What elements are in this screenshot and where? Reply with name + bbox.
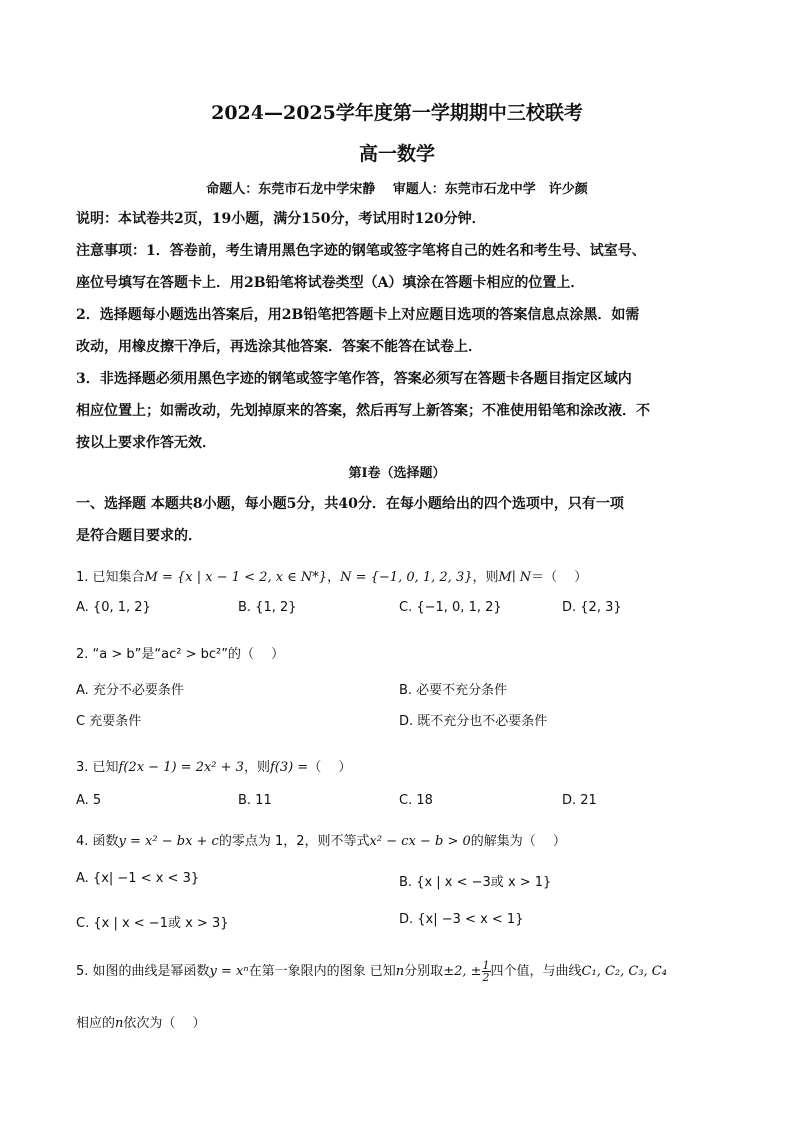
q1-set-n: N = {−1, 0, 1, 2, 3}	[340, 570, 473, 585]
q5-frac-den: 2	[482, 971, 490, 984]
instruction-line: 按以上要求作答无效．	[76, 435, 216, 451]
question-1-stem	[76, 566, 587, 585]
q5-mid2: 分别取	[404, 964, 444, 979]
q5-mid: 在第一象限内的图象 已知	[248, 964, 396, 979]
q4-pre: 4. 函数	[76, 834, 119, 849]
q3-pre: 3. 已知	[76, 760, 119, 775]
q1-option-b[interactable]: B. {1, 2}	[238, 600, 297, 615]
q5-curves: C₁, C₂, C₃, C₄	[581, 964, 667, 979]
q4-option-d[interactable]: D. {x| −3 < x < 1}	[399, 912, 524, 927]
q1-set-m: M = {x | x − 1 < 2, x ∈ N*}	[144, 570, 328, 585]
question-5-stem-line-2	[76, 1012, 206, 1031]
q5-pre: 5. 如图的曲线是幂函数	[76, 964, 210, 979]
q3-expr2: f(3) =	[269, 760, 309, 775]
q4-option-c[interactable]: C. {x | x < −1或 x > 3}	[76, 916, 229, 931]
question-5-stem	[76, 960, 667, 983]
instruction-line: 相应位置上；如需改动，先划掉原来的答案，然后再写上新答案；不准使用铅笔和涂改液．不	[76, 403, 650, 419]
q5-fraction	[482, 960, 491, 983]
q3-tail: （ ）	[308, 760, 352, 775]
q1-tail: ＝（ ）	[531, 570, 588, 585]
q3-option-b[interactable]: B. 11	[238, 793, 272, 808]
q5-line2-tail: 依次为（ ）	[123, 1016, 206, 1031]
q4-tail: 的解集为（ ）	[470, 834, 566, 849]
q1-sep: ，	[327, 570, 341, 585]
q1-option-d[interactable]: D. {2, 3}	[562, 600, 622, 615]
question-3-stem	[76, 756, 351, 775]
q2-option-a[interactable]: A. 充分不必要条件	[76, 683, 184, 698]
instruction-line: 注意事项：1．答卷前，考生请用黑色字迹的钢笔或签字笔将自己的姓名和考生号、试室号、	[76, 243, 646, 259]
instruction-line: 改动，用橡皮擦干净后，再选涂其他答案．答案不能答在试卷上．	[76, 339, 482, 355]
exam-subject: 高一数学	[358, 143, 435, 165]
question-2-stem: 2. “a > b”是“ac² > bc²”的（ ）	[76, 647, 285, 662]
q5-line2-n: n	[115, 1016, 124, 1031]
q4-option-a[interactable]: A. {x| −1 < x < 3}	[76, 871, 200, 886]
q3-option-c[interactable]: C. 18	[399, 793, 433, 808]
q3-post: ，则	[243, 760, 270, 775]
q4-mid: 的零点为 1，2，则不等式	[218, 834, 370, 849]
q5-expr: y = xⁿ	[209, 964, 249, 979]
instruction-line: 座位号填写在答题卡上．用2B铅笔将试卷类型（A）填涂在答题卡相应的位置上．	[76, 275, 585, 291]
section-intro: 是符合题目要求的．	[76, 528, 202, 544]
q3-expr: f(2x − 1) = 2x² + 3	[118, 760, 244, 775]
instruction-line: 说明：本试卷共2页，19小题，满分150分，考试用时120分钟．	[76, 211, 486, 227]
q5-line2-pre: 相应的	[76, 1016, 116, 1031]
q3-option-d[interactable]: D. 21	[562, 793, 597, 808]
q1-option-c[interactable]: C. {−1, 0, 1, 2}	[399, 600, 502, 615]
instruction-line: 3．非选择题必须用黑色字迹的钢笔或签字笔作答，答案必须写在答题卡各题目指定区域内	[76, 371, 632, 387]
q3-option-a[interactable]: A. 5	[76, 793, 102, 808]
q5-mid3: 四个值，与曲线	[490, 964, 582, 979]
q2-option-d[interactable]: D. 既不充分也不必要条件	[399, 714, 548, 729]
q1-option-a[interactable]: A. {0, 1, 2}	[76, 600, 151, 615]
q5-frac-num: 1	[482, 959, 490, 972]
q4-expr2: x² − cx − b > 0	[369, 834, 471, 849]
exam-title: 2024—2025学年度第一学期期中三校联考	[211, 102, 583, 124]
question-4-stem	[76, 830, 566, 849]
q1-post: ，则	[472, 570, 499, 585]
q1-expr: M∣ N	[498, 570, 532, 585]
q4-option-b[interactable]: B. {x | x < −3或 x > 1}	[399, 875, 552, 890]
q2-option-b[interactable]: B. 必要不充分条件	[399, 683, 508, 698]
q5-vals: ±2, ±	[443, 964, 482, 979]
exam-authors: 命题人：东莞市石龙中学宋静 审题人：东莞市石龙中学 许少颜	[206, 182, 588, 197]
section-title: 第Ⅰ卷（选择题）	[348, 466, 446, 481]
instruction-line: 2．选择题每小题选出答案后，用2B铅笔把答题卡上对应题目选项的答案信息点涂黑．如需	[76, 307, 640, 323]
section-intro: 一、选择题 本题共8小题，每小题5分，共40分．在每小题给出的四个选项中，只有一项	[76, 496, 624, 512]
q4-expr: y = x² − bx + c	[118, 834, 219, 849]
q5-n: n	[395, 964, 405, 979]
q2-option-c[interactable]: C 充要条件	[76, 714, 142, 729]
q1-pre: 1. 已知集合	[76, 570, 145, 585]
